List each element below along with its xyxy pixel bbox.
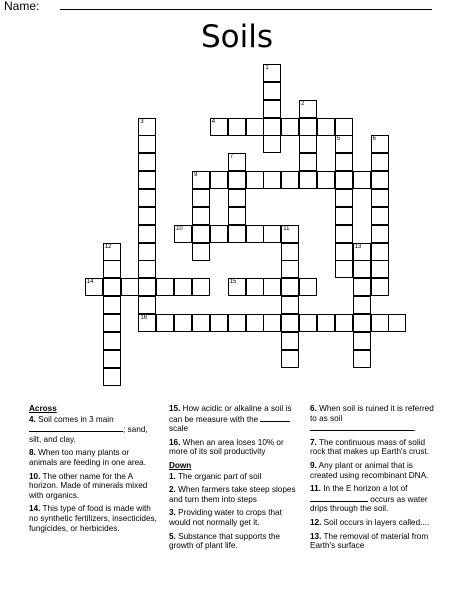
grid-cell[interactable]	[281, 225, 299, 243]
grid-cell[interactable]	[335, 260, 353, 278]
clue-number: 13	[354, 243, 362, 250]
clue-across-14: 14. This type of food is made with no synthetic fertilizers, insecticides, fungicides, or herbicides.	[29, 504, 157, 533]
clue-number: 6	[372, 136, 376, 143]
grid-cell[interactable]	[299, 153, 317, 171]
grid-cell[interactable]	[228, 225, 246, 243]
clue-number: 3	[140, 118, 144, 125]
grid-cell[interactable]	[228, 189, 246, 207]
clues-column-3	[310, 404, 442, 555]
grid-cell[interactable]	[299, 171, 317, 189]
grid-cell[interactable]	[299, 135, 317, 153]
clue-number: 12	[104, 243, 112, 250]
clue-number: 2	[301, 100, 305, 107]
grid-cell[interactable]	[246, 314, 264, 332]
clue-down-5: 5. Substance that supports the growth of plant life.	[169, 531, 281, 551]
clue-down-7: 7. The continuous mass of solid rock that makes up Earth's crust.	[310, 437, 429, 457]
grid-cell[interactable]	[121, 278, 139, 296]
grid-cell[interactable]	[246, 171, 264, 189]
grid-cell[interactable]	[210, 225, 228, 243]
grid-cell[interactable]	[371, 135, 389, 153]
grid-cell[interactable]	[138, 260, 156, 278]
grid-cell[interactable]	[138, 243, 156, 261]
grid-cell[interactable]	[263, 64, 281, 82]
grid-cell[interactable]	[263, 278, 281, 296]
grid-cell[interactable]	[138, 278, 156, 296]
grid-cell[interactable]	[263, 225, 281, 243]
clue-number: 15	[229, 279, 237, 286]
grid-cell[interactable]	[103, 296, 121, 314]
grid-cell[interactable]	[317, 118, 335, 136]
grid-cell[interactable]	[192, 225, 210, 243]
grid-cell[interactable]	[156, 314, 174, 332]
name-field[interactable]	[60, 9, 432, 10]
grid-cell[interactable]	[192, 189, 210, 207]
clue-down-13: 13. The removal of material from Earth's surface	[310, 531, 429, 551]
grid-cell[interactable]	[138, 207, 156, 225]
grid-cell[interactable]	[263, 314, 281, 332]
grid-cell[interactable]	[103, 260, 121, 278]
grid-cell[interactable]	[281, 278, 299, 296]
grid-cell[interactable]	[228, 118, 246, 136]
grid-cell[interactable]	[228, 207, 246, 225]
grid-cell[interactable]	[263, 171, 281, 189]
grid-cell[interactable]	[317, 314, 335, 332]
clue-across-15: 15. How acidic or alkaline a soil is can be measure with the scale	[169, 404, 292, 434]
grid-cell[interactable]	[228, 314, 246, 332]
grid-cell[interactable]	[371, 189, 389, 207]
grid-cell[interactable]	[371, 314, 389, 332]
grid-cell[interactable]	[210, 314, 228, 332]
grid-cell[interactable]	[192, 243, 210, 261]
clue-number: 14	[86, 279, 94, 286]
clues-column-2	[169, 404, 299, 555]
grid-cell[interactable]	[156, 278, 174, 296]
clue-down-3: 3. Providing water to crops that would not normally get it.	[169, 508, 282, 527]
grid-cell[interactable]	[138, 135, 156, 153]
grid-cell[interactable]	[103, 350, 121, 368]
clue-down-6: 6. When soil is ruined it is referred to as soil .	[310, 404, 434, 434]
grid-cell[interactable]	[335, 118, 353, 136]
clue-number: 5	[336, 136, 341, 143]
clue-across-8: 8. When too many plants or animals are feeding in one area.	[29, 448, 146, 467]
grid-cell[interactable]	[281, 260, 299, 278]
grid-cell[interactable]	[246, 278, 264, 296]
clue-number: 1	[265, 65, 269, 71]
grid-cell[interactable]	[371, 278, 389, 296]
clue-across-10: 10. The other name for the A horizon. Made of minerals mixed with organics.	[29, 471, 148, 500]
answer-blank	[29, 424, 123, 432]
clue-down-9: 9. Any plant or animal that is created using recombinant DNA.	[310, 460, 429, 480]
grid-cell[interactable]	[210, 118, 228, 136]
grid-cell[interactable]	[138, 171, 156, 189]
answer-blank	[260, 414, 290, 422]
grid-cell[interactable]	[299, 278, 317, 296]
grid-cell[interactable]	[263, 82, 281, 100]
answer-blank	[310, 423, 414, 431]
grid-cell[interactable]	[138, 225, 156, 243]
clues-column-1	[29, 404, 157, 537]
grid-cell[interactable]	[85, 278, 103, 296]
grid-cell[interactable]	[353, 260, 371, 278]
clue-down-1: 1. The organic part of soil	[169, 471, 262, 481]
grid-cell[interactable]	[263, 135, 281, 153]
grid-cell[interactable]	[228, 153, 246, 171]
clue-number: 11	[283, 225, 290, 232]
grid-cell[interactable]	[299, 314, 317, 332]
down-heading: Down	[169, 460, 192, 470]
puzzle-title: Soils	[200, 19, 274, 55]
grid-cell[interactable]	[335, 153, 353, 171]
clue-across-4: 4. Soil comes in 3 main ; sand, silt, and clay.	[29, 414, 148, 444]
clue-down-2: 2. When farmers take steep slopes and turn them into steps	[169, 485, 296, 504]
grid-cell[interactable]	[353, 350, 371, 368]
grid-cell[interactable]	[174, 314, 192, 332]
grid-cell[interactable]	[138, 189, 156, 207]
grid-cell[interactable]	[371, 260, 389, 278]
grid-cell[interactable]	[192, 207, 210, 225]
grid-cell[interactable]	[335, 171, 353, 189]
grid-cell[interactable]	[335, 207, 353, 225]
clue-number: 7	[229, 154, 234, 161]
grid-cell[interactable]	[192, 278, 210, 296]
grid-cell[interactable]	[281, 314, 299, 332]
clue-down-12: 12. Soil occurs in layers called....	[310, 517, 430, 527]
grid-cell[interactable]	[138, 314, 156, 332]
grid-cell[interactable]	[371, 207, 389, 225]
answer-blank	[310, 494, 368, 502]
grid-cell[interactable]	[103, 278, 121, 296]
grid-cell[interactable]	[138, 153, 156, 171]
grid-cell[interactable]	[192, 314, 210, 332]
grid-cell[interactable]	[103, 243, 121, 261]
grid-cell[interactable]	[353, 278, 371, 296]
grid-cell[interactable]	[299, 100, 317, 118]
grid-cell[interactable]	[263, 100, 281, 118]
grid-cell[interactable]	[353, 171, 371, 189]
grid-cell[interactable]	[335, 189, 353, 207]
grid-cell[interactable]	[103, 368, 121, 386]
grid-cell[interactable]	[228, 171, 246, 189]
clue-across-16: 16. When an area loses 10% or more of its soil productivity	[169, 437, 284, 457]
grid-cell[interactable]	[317, 171, 335, 189]
grid-cell[interactable]	[353, 296, 371, 314]
grid-cell[interactable]	[281, 118, 299, 136]
grid-cell[interactable]	[281, 243, 299, 261]
grid-cell[interactable]	[371, 153, 389, 171]
grid-cell[interactable]	[192, 171, 210, 189]
grid-cell[interactable]	[246, 118, 264, 136]
clue-number: 4	[211, 118, 216, 125]
across-heading: Across	[29, 404, 57, 413]
clue-number: 9	[194, 172, 198, 179]
grid-cell[interactable]	[138, 118, 156, 136]
grid-cell[interactable]	[174, 225, 192, 243]
grid-cell[interactable]	[281, 332, 299, 350]
name-label: Name:	[4, 0, 40, 13]
grid-cell[interactable]	[353, 243, 371, 261]
grid-cell[interactable]	[263, 118, 281, 136]
grid-cell[interactable]	[371, 171, 389, 189]
grid-cell[interactable]	[281, 296, 299, 314]
grid-cell[interactable]	[335, 314, 353, 332]
grid-cell[interactable]	[103, 314, 121, 332]
grid-cell[interactable]	[353, 332, 371, 350]
grid-cell[interactable]	[281, 350, 299, 368]
grid-cell[interactable]	[281, 171, 299, 189]
grid-cell[interactable]	[353, 314, 371, 332]
grid-cell[interactable]	[371, 243, 389, 261]
grid-cell[interactable]	[335, 225, 353, 243]
name-row	[4, 0, 39, 12]
clue-number: 16	[140, 314, 148, 321]
grid-cell[interactable]	[210, 171, 228, 189]
grid-cell[interactable]	[371, 225, 389, 243]
grid-cell[interactable]	[335, 243, 353, 261]
grid-cell[interactable]	[174, 278, 192, 296]
grid-cell[interactable]	[388, 314, 406, 332]
grid-cell[interactable]	[138, 296, 156, 314]
clue-number: 10	[176, 225, 183, 232]
grid-cell[interactable]	[335, 135, 353, 153]
grid-cell[interactable]	[228, 278, 246, 296]
clue-down-11: 11. In the E horizon a lot of occurs as water drips through the soil.	[310, 484, 428, 514]
grid-cell[interactable]	[299, 118, 317, 136]
grid-cell[interactable]	[103, 332, 121, 350]
grid-cell[interactable]	[246, 225, 264, 243]
